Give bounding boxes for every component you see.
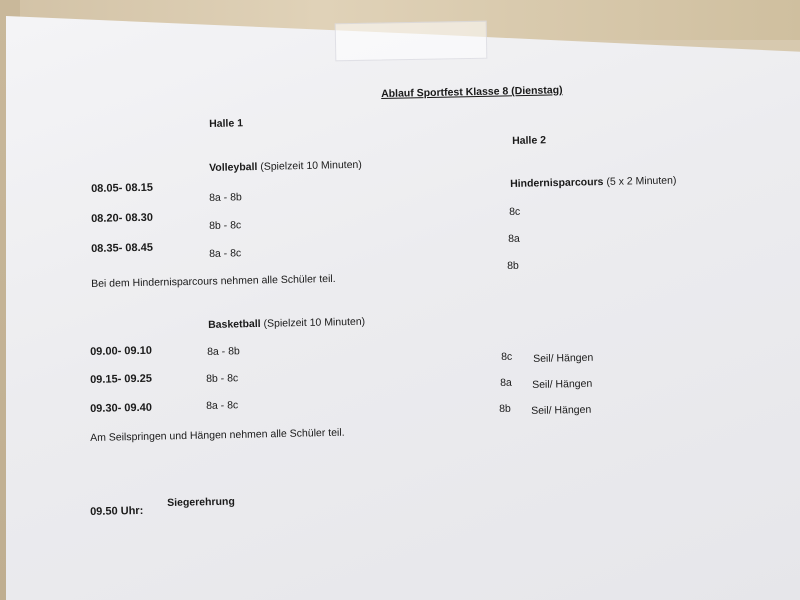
volleyball-time-1: 08.05- 08.15: [91, 181, 154, 195]
halle-2-heading: Halle 2: [512, 134, 547, 147]
volleyball-match-3: 8a - 8c: [209, 247, 242, 260]
adhesive-tape: [335, 21, 488, 62]
page-title: Ablauf Sportfest Klasse 8 (Dienstag): [381, 84, 563, 100]
seil-activity-1: Seil/ Hängen: [533, 351, 594, 365]
seil-class-2: 8a: [500, 376, 512, 389]
hindernis-class-2: 8a: [508, 232, 520, 245]
seil-activity-2: Seil/ Hängen: [532, 377, 593, 391]
seil-activity-3: Seil/ Hängen: [531, 403, 592, 417]
basketball-detail: (Spielzeit 10 Minuten): [263, 315, 366, 330]
basketball-time-2: 09.15- 09.25: [90, 372, 153, 386]
seil-class-1: 8c: [501, 350, 513, 363]
volleyball-time-3: 08.35- 08.45: [91, 241, 154, 255]
volleyball-match-2: 8b - 8c: [209, 219, 242, 232]
volleyball-detail: (Spielzeit 10 Minuten): [260, 158, 362, 173]
basketball-time-3: 09.30- 09.40: [90, 401, 153, 415]
volleyball-time-2: 08.20- 08.30: [91, 211, 154, 225]
note-hindernis: Bei dem Hindernisparcours nehmen alle Schüler teil.: [91, 272, 336, 290]
ceremony-time: 09.50 Uhr:: [90, 504, 144, 518]
basketball-match-3: 8a - 8c: [206, 399, 239, 412]
ceremony-label: Siegerehrung: [167, 495, 235, 509]
halle-1-heading: Halle 1: [209, 117, 244, 130]
basketball-title: Basketball: [208, 317, 261, 331]
hindernis-title: Hindernisparcours: [510, 176, 604, 190]
note-seil: Am Seilspringen und Hängen nehmen alle Schüler teil.: [90, 426, 345, 444]
basketball-time-1: 09.00- 09.10: [90, 344, 153, 358]
seil-class-3: 8b: [499, 402, 511, 415]
hindernis-class-1: 8c: [509, 205, 521, 218]
basketball-match-2: 8b - 8c: [206, 372, 239, 385]
volleyball-title: Volleyball: [209, 160, 258, 174]
hindernis-detail: (5 x 2 Minuten): [606, 174, 677, 188]
volleyball-match-1: 8a - 8b: [209, 191, 242, 204]
hindernis-class-3: 8b: [507, 259, 519, 272]
basketball-match-1: 8a - 8b: [207, 345, 240, 358]
